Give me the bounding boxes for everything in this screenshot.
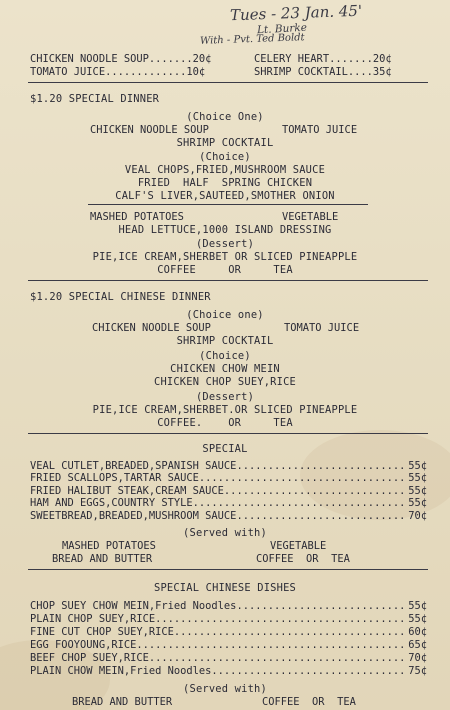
chinese-item-row bbox=[30, 665, 427, 677]
item-price: 55¢ bbox=[408, 613, 427, 625]
leader-dots: ............. bbox=[105, 66, 187, 78]
item-name-with-dots: HAM AND EGGS,COUNTRY STYLE.................................. bbox=[30, 497, 406, 509]
chinese-item-row bbox=[30, 600, 427, 612]
item-price: 55¢ bbox=[408, 460, 427, 472]
item-price: 20¢ bbox=[372, 53, 392, 65]
served-with-label: (Served with) bbox=[183, 683, 267, 695]
item-name: SHRIMP COCKTAIL bbox=[254, 66, 348, 78]
header-item bbox=[30, 53, 211, 65]
item-price: 55¢ bbox=[408, 485, 427, 497]
leader-dots: ....... bbox=[329, 53, 373, 65]
special-item-row bbox=[30, 460, 427, 472]
header-item bbox=[254, 53, 392, 65]
handwritten-companion: With - Pvt. Ted Boldt bbox=[199, 32, 305, 47]
special-item-row bbox=[30, 472, 427, 484]
item-name-with-dots: CHOP SUEY CHOW MEIN,Fried Noodles........................... bbox=[30, 600, 406, 612]
section-divider bbox=[28, 569, 428, 570]
section-divider bbox=[28, 280, 428, 281]
side-option: BREAD AND BUTTER bbox=[72, 696, 173, 708]
chinese-item-row bbox=[30, 652, 427, 664]
starter-option: CHICKEN NOODLE SOUP bbox=[92, 322, 211, 334]
item-name-with-dots: FRIED HALIBUT STEAK,CREAM SAUCE............................. bbox=[30, 485, 406, 497]
chinese-dinner-title: $1.20 SPECIAL CHINESE DINNER bbox=[30, 291, 211, 303]
side-option: BREAD AND BUTTER bbox=[52, 553, 153, 565]
choice-label: (Choice) bbox=[199, 350, 251, 362]
side-option: VEGETABLE bbox=[282, 211, 339, 223]
dessert-label: (Dessert) bbox=[195, 391, 255, 403]
header-item bbox=[30, 66, 205, 78]
item-price: 10¢ bbox=[186, 66, 206, 78]
entree-option: CHICKEN CHOW MEIN bbox=[170, 363, 280, 375]
drink-options: COFFEE OR TEA bbox=[157, 264, 293, 276]
chinese-item-row bbox=[30, 639, 427, 651]
starter-option: SHRIMP COCKTAIL bbox=[176, 137, 274, 149]
item-price: 35¢ bbox=[372, 66, 392, 78]
item-price: 60¢ bbox=[408, 626, 427, 638]
item-name: TOMATO JUICE bbox=[30, 66, 106, 78]
entree-option: FRIED HALF SPRING CHICKEN bbox=[137, 177, 313, 189]
handwritten-date: Tues - 23 Jan. 45' bbox=[229, 1, 363, 25]
item-price: 70¢ bbox=[408, 510, 427, 522]
side-option: COFFEE OR TEA bbox=[262, 696, 356, 708]
section-divider bbox=[28, 433, 428, 434]
special-item-row bbox=[30, 510, 427, 522]
item-name-with-dots: PLAIN CHOP SUEY,RICE........................................ bbox=[30, 613, 406, 625]
side-option: COFFEE OR TEA bbox=[256, 553, 350, 565]
leader-dots: .... bbox=[347, 66, 373, 78]
item-price: 75¢ bbox=[408, 665, 427, 677]
item-price: 55¢ bbox=[408, 472, 427, 484]
sub-divider bbox=[88, 204, 368, 205]
item-name: CHICKEN NOODLE SOUP bbox=[30, 53, 149, 65]
item-name-with-dots: SWEETBREAD,BREADED,MUSHROOM SAUCE........................... bbox=[30, 510, 406, 522]
item-price: 20¢ bbox=[192, 53, 212, 65]
chinese-dishes-title: SPECIAL CHINESE DISHES bbox=[153, 582, 297, 594]
item-price: 65¢ bbox=[408, 639, 427, 651]
side-option: VEGETABLE bbox=[270, 540, 327, 552]
dessert-options: PIE,ICE CREAM,SHERBET.OR SLICED PINEAPPLE bbox=[92, 404, 358, 416]
drink-options: COFFEE. OR TEA bbox=[157, 417, 293, 429]
item-name-with-dots: BEEF CHOP SUEY,RICE......................................... bbox=[30, 652, 406, 664]
handwritten-name: Lt. Burke bbox=[256, 21, 308, 37]
section-divider bbox=[28, 82, 428, 83]
starter-option: TOMATO JUICE bbox=[284, 322, 360, 334]
choice-label: (Choice) bbox=[199, 151, 251, 163]
special-item-row bbox=[30, 485, 427, 497]
entree-option: CALF'S LIVER,SAUTEED,SMOTHER ONION bbox=[115, 190, 335, 202]
leader-dots: ....... bbox=[148, 53, 193, 65]
salad: HEAD LETTUCE,1000 ISLAND DRESSING bbox=[118, 224, 332, 236]
starter-option: CHICKEN NOODLE SOUP bbox=[90, 124, 209, 136]
item-name-with-dots: EGG FOOYOUNG,RICE........................................... bbox=[30, 639, 406, 651]
special-item-row bbox=[30, 497, 427, 509]
side-option: MASHED POTATOES bbox=[62, 540, 156, 552]
side-option: MASHED POTATOES bbox=[90, 211, 184, 223]
header-item bbox=[254, 66, 392, 78]
item-name-with-dots: PLAIN CHOW MEIN,Fried Noodles............................... bbox=[30, 665, 406, 677]
starter-option: TOMATO JUICE bbox=[282, 124, 358, 136]
item-name-with-dots: VEAL CUTLET,BREADED,SPANISH SAUCE........................... bbox=[30, 460, 406, 472]
item-price: 55¢ bbox=[408, 600, 427, 612]
item-price: 55¢ bbox=[408, 497, 427, 509]
dessert-label: (Dessert) bbox=[195, 238, 255, 250]
entree-option: VEAL CHOPS,FRIED,MUSHROOM SAUCE bbox=[124, 164, 326, 176]
special-title: SPECIAL bbox=[202, 443, 248, 455]
chinese-item-row bbox=[30, 626, 427, 638]
served-with-label: (Served with) bbox=[183, 527, 267, 539]
chinese-item-row bbox=[30, 613, 427, 625]
starter-option: SHRIMP COCKTAIL bbox=[176, 335, 274, 347]
item-name: CELERY HEART bbox=[254, 53, 330, 65]
special-dinner-title: $1.20 SPECIAL DINNER bbox=[30, 93, 160, 105]
dessert-options: PIE,ICE CREAM,SHERBET OR SLICED PINEAPPLE bbox=[92, 251, 358, 263]
item-name-with-dots: FRIED SCALLOPS,TARTAR SAUCE................................. bbox=[30, 472, 406, 484]
entree-option: CHICKEN CHOP SUEY,RICE bbox=[153, 376, 297, 388]
item-name-with-dots: FINE CUT CHOP SUEY,RICE..................................... bbox=[30, 626, 406, 638]
choice-one-label: (Choice One) bbox=[186, 111, 264, 123]
item-price: 70¢ bbox=[408, 652, 427, 664]
choice-one-label: (Choice one) bbox=[186, 309, 264, 321]
